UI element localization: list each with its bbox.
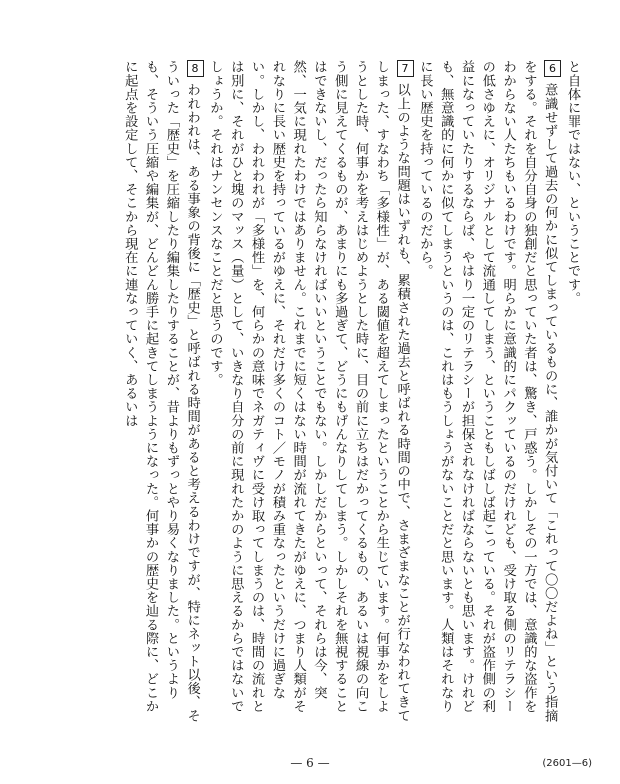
paragraph-7	[204, 60, 414, 725]
paragraph-number-7: 7	[397, 60, 414, 77]
paragraph-8	[118, 60, 203, 725]
paragraph-number-8: 8	[187, 60, 204, 77]
paragraph-5-tail: と自体に罪ではない、ということです。	[565, 60, 580, 305]
exam-code: (2601—6)	[542, 758, 592, 769]
page-number: — 6 —	[290, 756, 330, 770]
paragraph-6	[414, 60, 562, 725]
body-text	[22, 60, 582, 725]
paragraph-8-text: われわれは、ある事象の背後に「歴史」と呼ばれる時間があると考えるわけですが、特にネット以後、そういった「歴史」を圧縮したり編集したりすることが、昔よりもずっとやり易くなりました。というよりも、そういう圧縮や編集が、どんどん勝手に起きてしまうようになった。何事かの歴史を辿る際に、どこかに起点を設定して、そこから現在に連なっていく、あるいは	[122, 60, 200, 723]
paragraph-number-6: 6	[544, 60, 561, 77]
paragraph-6-text: 意識せずして過去の何かに似てしまっているものに、誰かが気付いて「これって〇〇だよね」という指摘をする。それを自分自身の独創だと思っていた者は、驚き、戸惑う。しかしその一方では、意識的な盗作をわからない人たちもいるわけです。明らかに意識的にパクッているのだけれども、受け取る側のリテラシーの低さゆえに、オリジナルとして流通してしまう、ということもしばしば起こっている。それが盗作側の利益になっていたりするならば、やはり一定のリテラシーが担保されなければならないとも思います。けれども、無意識的に何かに似てしまうというのは、これはもうしょうがないことだと思います。人類はそれなりに長い歴史を持っているのだから。	[417, 60, 558, 723]
paragraph-7-text: 以上のような問題はいずれも、累積された過去と呼ばれる時間の中で、さまざまなことが行なわれてきてしまった、すなわち「多様性」が、ある閾値を超えてしまったということから生じています。何事かをしようとした時、何事かを考えはじめようとした時に、目の前に立ちはだかってくるもの、あるいは視線の向こう側に見えてくるものが、あまりにも多過ぎて、どうにもげんなりしてしまう。しかしそれを無視することはできないし、だったら知らなければいいということでもない。しかしだからといって、それらは今、突然、一気に現れたわけではありません。これまでに短くはない時間が流れてきたがゆえに、つまり人類がそれなりに長い歴史を持っているがゆえに、それだけ多くのコト／モノが積み重なったというだけに過ぎない。しかし、われわれが「多様性」を、何らかの意味でネガティヴに受け取ってしまうのは、時間の流れとは別に、それがひと塊のマッス（量）として、いきなり自分の前に現れたかのように思えるからではないでしょうか。それはナンセンスなことだと思うのです。	[207, 60, 410, 723]
